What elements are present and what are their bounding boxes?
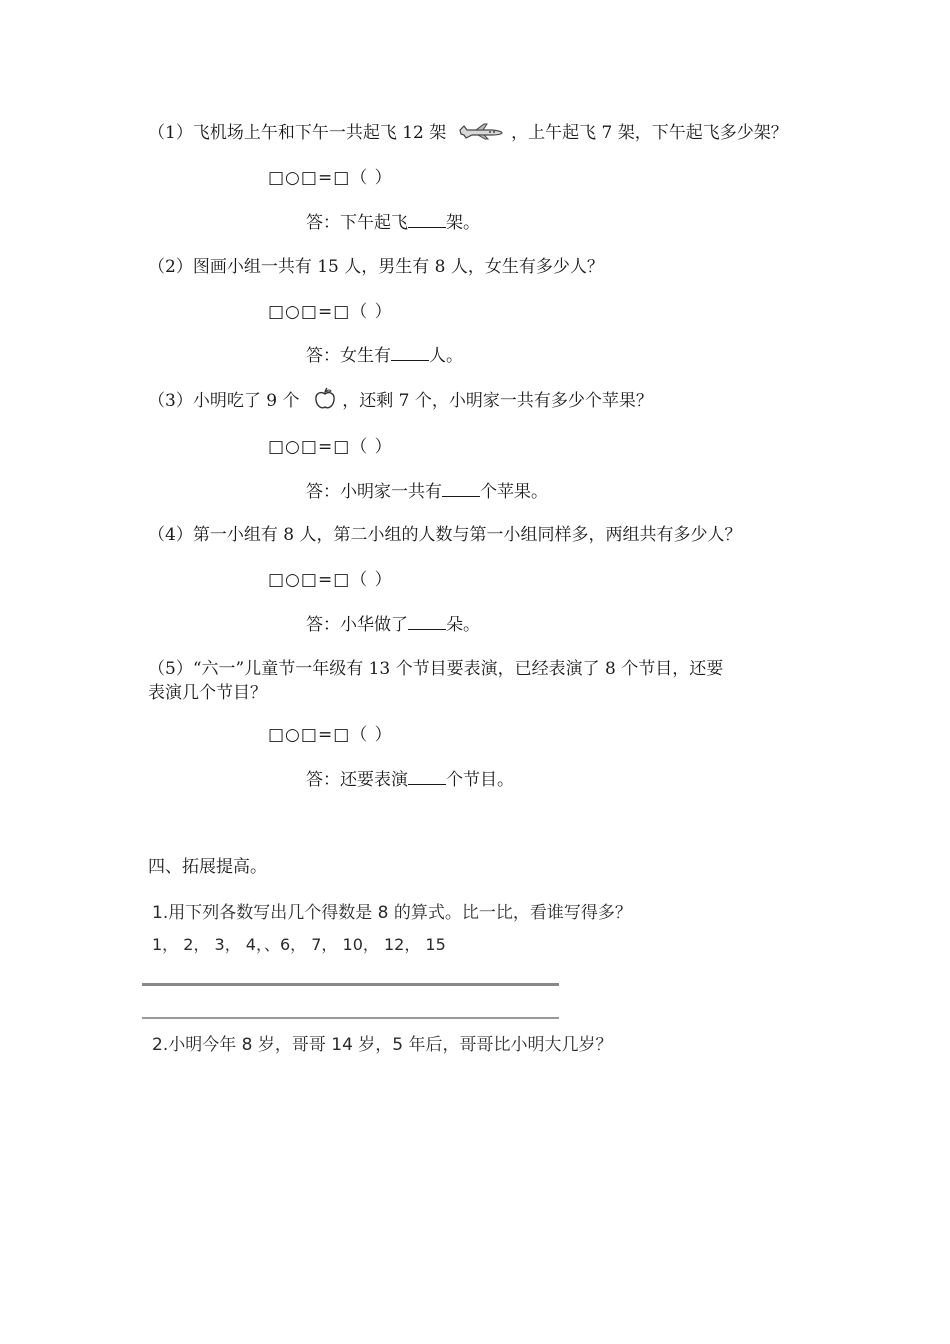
problem-2-answer [306, 341, 463, 366]
section-4-heading: 四、拓展提高。 [148, 857, 267, 877]
problem-3-answer-prefix: 答：小明家一共有 [306, 482, 442, 502]
problem-3-equation: □○□=□（ ） [268, 437, 393, 457]
problem-3-answer-blank[interactable] [442, 480, 480, 497]
problem-5-question-line2: 表演几个节目？ [148, 683, 267, 703]
problem-5-answer-blank[interactable] [408, 768, 446, 785]
problem-4-equation: □○□=□（ ） [268, 570, 393, 590]
airplane-icon [458, 122, 504, 145]
problem-4-answer-prefix: 答：小华做了 [306, 615, 408, 635]
problem-1-text-a: （1）飞机场上午和下午一共起飞 12 架 [148, 123, 447, 143]
apple-icon [313, 387, 337, 416]
problem-1-text-b: ，上午起飞 7 架，下午起飞多少架？ [511, 123, 788, 143]
problem-2-answer-suffix: 人。 [429, 346, 463, 366]
problem-1-answer-suffix: 架。 [446, 213, 480, 233]
answer-line[interactable] [142, 983, 559, 986]
problem-3-text-b: ，还剩 7 个，小明家一共有多少个苹果？ [342, 391, 653, 411]
problem-5-answer-suffix: 个节目。 [446, 770, 514, 790]
section-4-question-2: 2.小明今年 8 岁，哥哥 14 岁，5 年后，哥哥比小明大几岁？ [152, 1035, 613, 1055]
problem-1-answer [306, 208, 480, 233]
problem-3-answer-suffix: 个苹果。 [480, 482, 548, 502]
section-4-number-list: 1， 2， 3， 4，、6， 7， 10， 12， 15 [152, 935, 446, 954]
problem-4-question: （4）第一小组有 8 人，第二小组的人数与第一小组同样多，两组共有多少人？ [148, 525, 742, 545]
problem-3-answer [306, 477, 548, 502]
problem-4-answer-suffix: 朵。 [446, 615, 480, 635]
problem-4-answer [306, 610, 480, 635]
problem-3-text-a: （3）小明吃了 9 个 [148, 391, 300, 411]
problem-2-question: （2）图画小组一共有 15 人，男生有 8 人，女生有多少人？ [148, 257, 604, 277]
problem-2-equation: □○□=□（ ） [268, 302, 393, 322]
problem-5-answer [306, 765, 514, 790]
problem-5-equation: □○□=□（ ） [268, 725, 393, 745]
problem-5-answer-prefix: 答：还要表演 [306, 770, 408, 790]
problem-3-question [148, 386, 653, 416]
problem-4-answer-blank[interactable] [408, 613, 446, 630]
divider-line [142, 1017, 559, 1019]
problem-1-answer-blank[interactable] [408, 211, 446, 228]
section-4-question-1: 1.用下列各数写出几个得数是 8 的算式。比一比，看谁写得多？ [152, 903, 632, 923]
problem-1-equation: □○□=□（ ） [268, 168, 393, 188]
problem-1-answer-prefix: 答：下午起飞 [306, 213, 408, 233]
problem-2-answer-prefix: 答：女生有 [306, 346, 391, 366]
problem-1-question [148, 118, 788, 145]
problem-5-question-line1: （5）“六一”儿童节一年级有 13 个节目要表演，已经表演了 8 个节目，还要 [148, 659, 724, 679]
problem-2-answer-blank[interactable] [391, 344, 429, 361]
